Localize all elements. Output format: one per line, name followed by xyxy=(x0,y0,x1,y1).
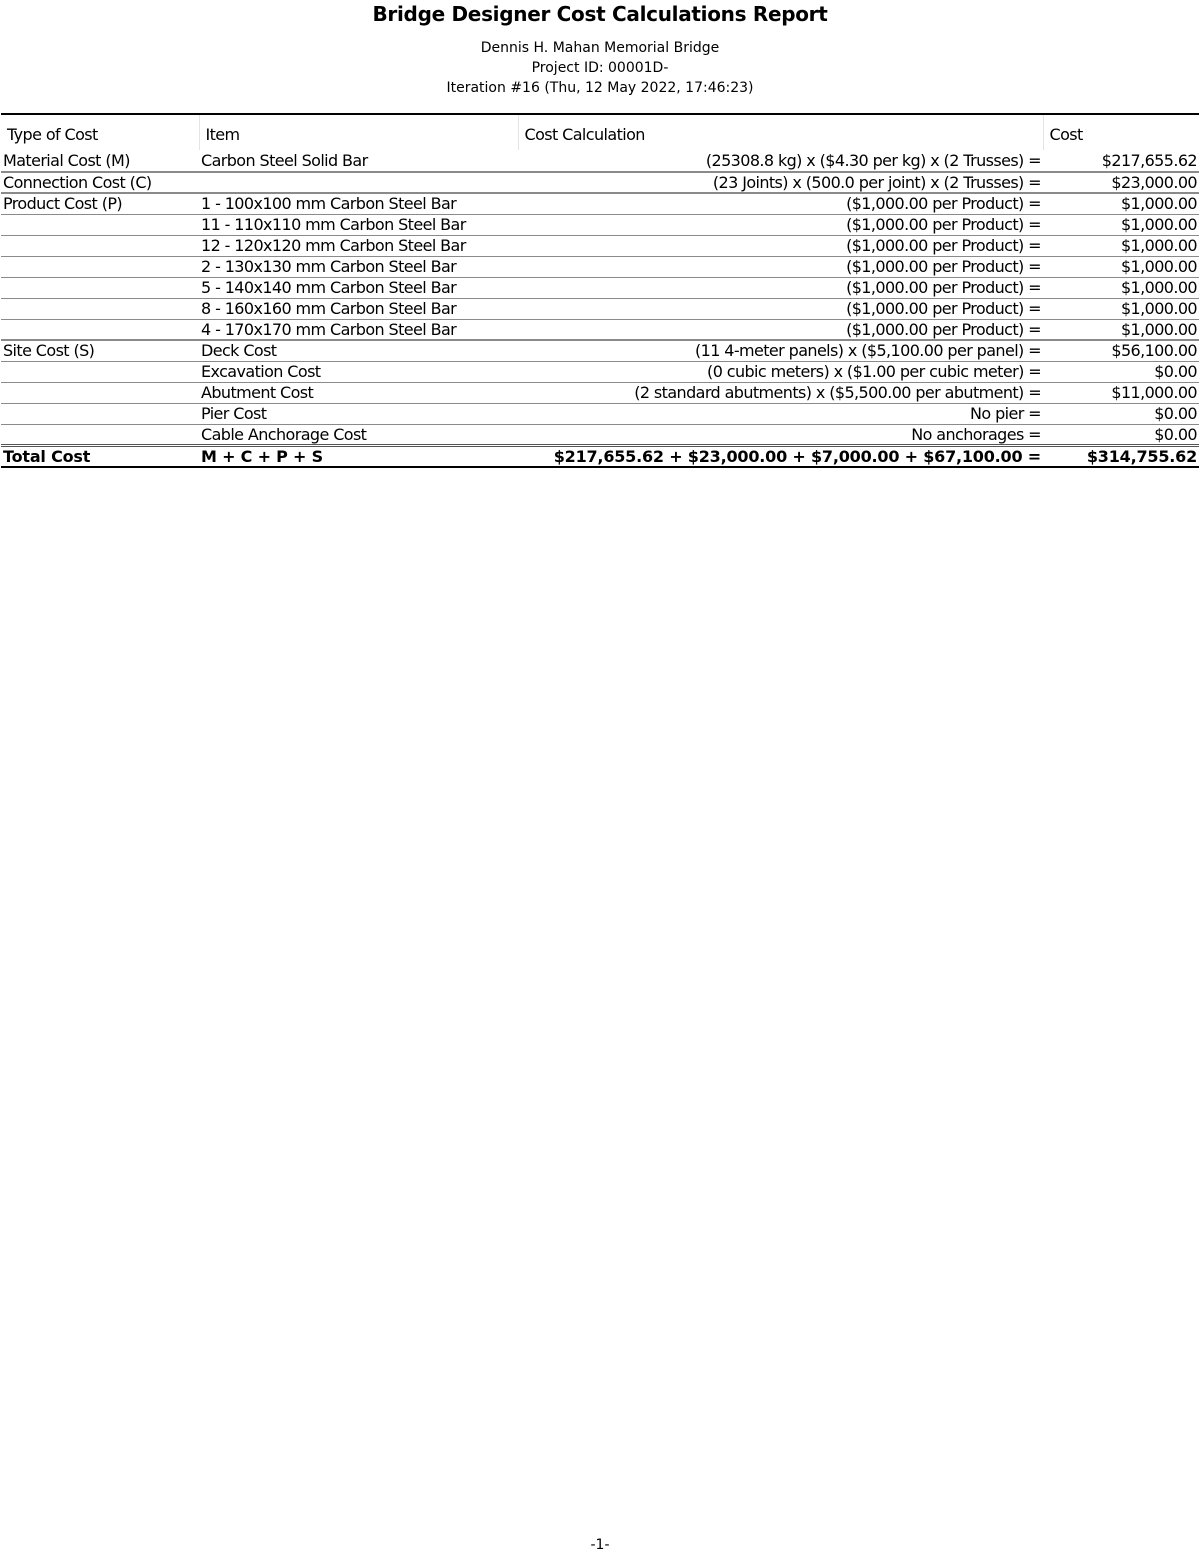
cost-item: 12 - 120x120 mm Carbon Steel Bar xyxy=(201,236,466,255)
cost-value: $0.00 xyxy=(1154,424,1197,444)
cost-type: Site Cost (S) xyxy=(3,341,95,361)
cost-value: $23,000.00 xyxy=(1111,173,1197,192)
cost-item: Carbon Steel Solid Bar xyxy=(201,151,368,170)
project-id: Project ID: 00001D- xyxy=(531,60,669,76)
cost-item xyxy=(199,172,518,193)
product-cost-row xyxy=(1,298,1199,319)
cost-item: 2 - 130x130 mm Carbon Steel Bar xyxy=(201,257,457,276)
cost-calculation: ($1,000.00 per Product) = xyxy=(846,319,1041,339)
cost-type xyxy=(1,235,199,256)
total-value: $314,755.62 xyxy=(1086,446,1197,466)
material-cost-row xyxy=(1,150,1199,172)
cost-type: Product Cost (P) xyxy=(3,194,123,214)
cost-value: $56,100.00 xyxy=(1111,341,1197,361)
cost-type xyxy=(1,214,199,235)
cost-value: $1,000.00 xyxy=(1120,215,1197,234)
site-cost-row xyxy=(1,403,1199,424)
cost-calculation: (0 cubic meters) x ($1.00 per cubic meter) = xyxy=(707,362,1041,381)
bridge-name: Dennis H. Mahan Memorial Bridge xyxy=(480,40,720,56)
page-number: -1- xyxy=(590,1537,610,1553)
cost-value: $1,000.00 xyxy=(1120,194,1197,214)
cost-type: Material Cost (M) xyxy=(3,151,130,170)
cost-type: Connection Cost (C) xyxy=(3,173,152,192)
cost-item: Excavation Cost xyxy=(201,362,321,381)
cost-value: $0.00 xyxy=(1154,362,1197,381)
cost-calculation: ($1,000.00 per Product) = xyxy=(846,194,1041,214)
cost-value: $1,000.00 xyxy=(1120,278,1197,297)
cost-calculation: No pier = xyxy=(970,404,1041,423)
cost-type xyxy=(1,382,199,403)
cost-calculation: ($1,000.00 per Product) = xyxy=(846,236,1041,255)
cost-value: $11,000.00 xyxy=(1111,383,1197,402)
cost-value: $1,000.00 xyxy=(1120,299,1197,318)
product-cost-row xyxy=(1,319,1199,340)
total-cost-row xyxy=(1,445,1199,467)
total-label: Total Cost xyxy=(3,446,91,466)
cost-table xyxy=(1,113,1199,468)
cost-calculation: ($1,000.00 per Product) = xyxy=(846,278,1041,297)
cost-value: $1,000.00 xyxy=(1120,319,1197,339)
cost-calculation: (23 Joints) x (500.0 per joint) x (2 Trusses) = xyxy=(712,173,1041,192)
cost-item: Pier Cost xyxy=(201,404,267,423)
site-cost-row xyxy=(1,424,1199,445)
cost-item: 1 - 100x100 mm Carbon Steel Bar xyxy=(201,194,457,214)
cost-item: 8 - 160x160 mm Carbon Steel Bar xyxy=(201,299,457,318)
cost-type xyxy=(1,256,199,277)
cost-calculation: (11 4-meter panels) x ($5,100.00 per panel) = xyxy=(694,341,1041,361)
cost-type xyxy=(1,298,199,319)
header-cost-calculation: Cost Calculation xyxy=(518,114,1043,150)
cost-item: 4 - 170x170 mm Carbon Steel Bar xyxy=(201,319,457,339)
cost-item: 5 - 140x140 mm Carbon Steel Bar xyxy=(201,278,457,297)
cost-item: Deck Cost xyxy=(201,341,277,361)
cost-calculation: ($1,000.00 per Product) = xyxy=(846,215,1041,234)
product-cost-row xyxy=(1,277,1199,298)
product-cost-row xyxy=(1,256,1199,277)
cost-value: $217,655.62 xyxy=(1101,151,1197,170)
cost-type xyxy=(1,424,199,445)
iteration-info: Iteration #16 (Thu, 12 May 2022, 17:46:23) xyxy=(446,80,754,96)
cost-item: Cable Anchorage Cost xyxy=(201,424,367,444)
cost-type xyxy=(1,277,199,298)
cost-type xyxy=(1,361,199,382)
cost-value: $0.00 xyxy=(1154,404,1197,423)
cost-calculation: No anchorages = xyxy=(911,424,1041,444)
header-type-of-cost: Type of Cost xyxy=(1,114,199,150)
cost-calculation: (2 standard abutments) x ($5,500.00 per abutment) = xyxy=(634,383,1041,402)
total-calculation: $217,655.62 + $23,000.00 + $7,000.00 + $67,100.00 = xyxy=(553,446,1041,466)
cost-calculation: ($1,000.00 per Product) = xyxy=(846,299,1041,318)
header-item: Item xyxy=(199,114,518,150)
connection-cost-row xyxy=(1,172,1199,193)
site-cost-row xyxy=(1,340,1199,361)
header-cost: Cost xyxy=(1049,125,1083,144)
report-title: Bridge Designer Cost Calculations Report xyxy=(372,2,828,26)
cost-type xyxy=(1,319,199,340)
product-cost-row xyxy=(1,214,1199,235)
cost-type xyxy=(1,403,199,424)
cost-calculation: ($1,000.00 per Product) = xyxy=(846,257,1041,276)
cost-value: $1,000.00 xyxy=(1120,236,1197,255)
cost-item: Abutment Cost xyxy=(201,383,314,402)
cost-value: $1,000.00 xyxy=(1120,257,1197,276)
total-formula: M + C + P + S xyxy=(201,446,323,466)
site-cost-row xyxy=(1,382,1199,403)
cost-calculation: (25308.8 kg) x ($4.30 per kg) x (2 Trusses) = xyxy=(705,151,1041,170)
product-cost-row xyxy=(1,193,1199,214)
cost-item: 11 - 110x110 mm Carbon Steel Bar xyxy=(201,215,466,234)
product-cost-row xyxy=(1,235,1199,256)
table-header-row xyxy=(1,114,1199,150)
site-cost-row xyxy=(1,361,1199,382)
